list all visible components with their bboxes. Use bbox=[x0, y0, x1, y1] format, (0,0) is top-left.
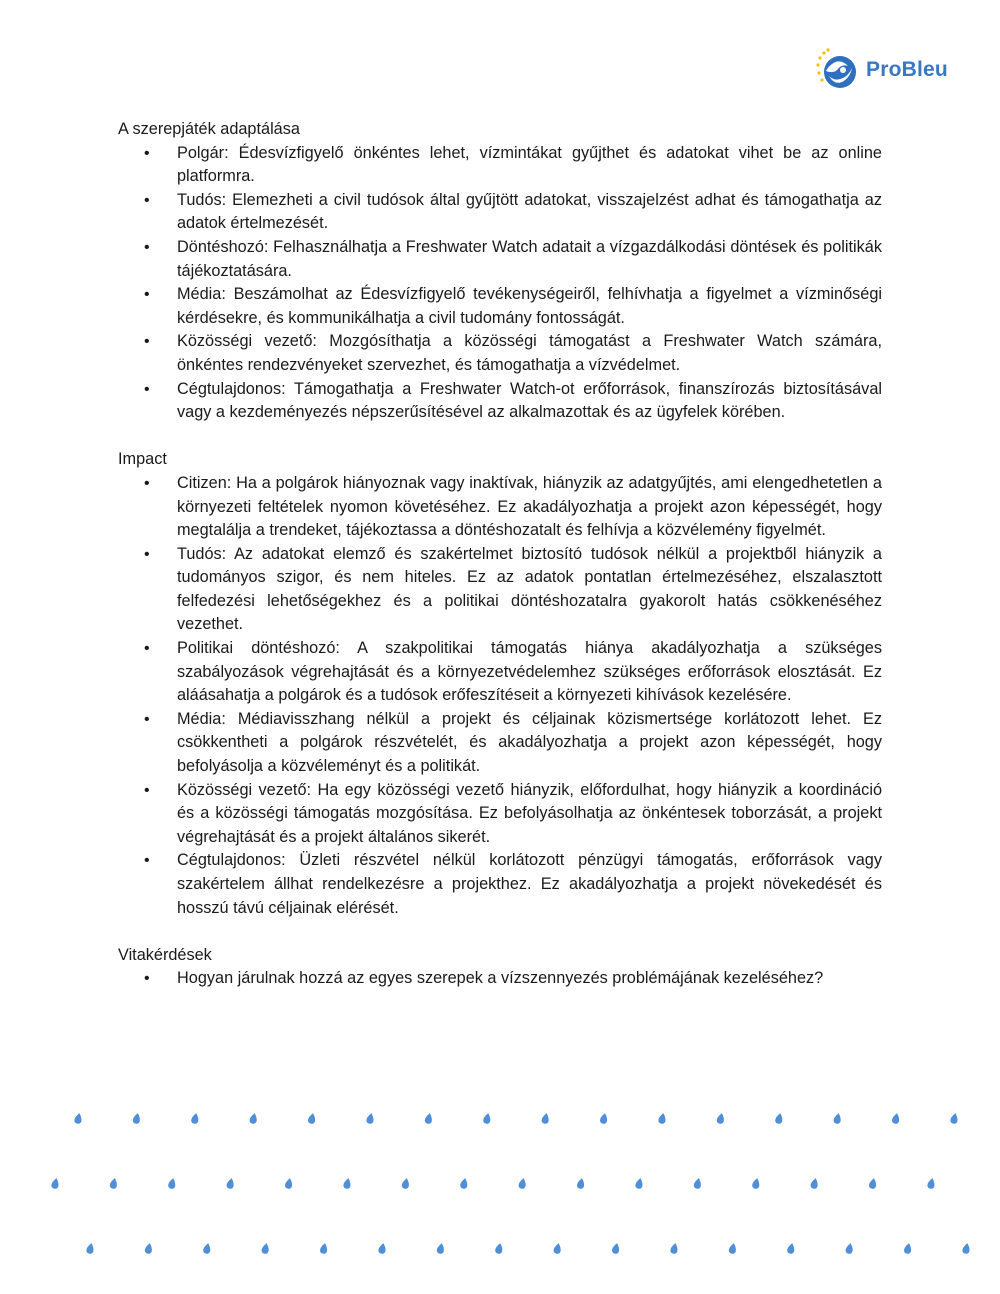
bullet-icon: • bbox=[144, 144, 150, 162]
bullet-icon: • bbox=[144, 640, 150, 658]
water-drop-icon bbox=[635, 1177, 644, 1189]
water-drop-icon bbox=[658, 1112, 667, 1124]
bullet-icon: • bbox=[144, 474, 150, 492]
list-item-text: Tudós: Az adatokat elemző és szakértelmet biztosító tudósok nélkül a projektből hiányzik a tudományos szigor, és nem hiteles. Ez az adatok pontatlan értelmezéséhez, elszalasztott felfedezési lehetőségekhez és a politikai döntéshozatalra gyakorolt hatás csökkenéséhez vezethet. bbox=[177, 544, 882, 634]
list-item bbox=[118, 708, 882, 779]
document-body bbox=[118, 118, 882, 1015]
list-item bbox=[118, 779, 882, 850]
bullet-icon: • bbox=[144, 380, 150, 398]
list-item bbox=[118, 378, 882, 425]
bullet-list bbox=[118, 472, 882, 920]
list-item bbox=[118, 330, 882, 377]
water-drop-icon bbox=[307, 1112, 316, 1124]
water-drop-icon bbox=[775, 1112, 784, 1124]
water-drop-icon bbox=[74, 1112, 83, 1124]
water-drop-icon bbox=[366, 1112, 375, 1124]
water-drop-icon bbox=[203, 1242, 212, 1254]
list-item-text: Közösségi vezető: Ha egy közösségi vezető hiányzik, előfordulhat, hogy hiányzik a koordináció és a közösségi támogatás mozgósítása. Ez befolyásolhatja az önkéntesek toborzását, a projekt végrehajtását és a projekt általános sikerét. bbox=[177, 780, 882, 846]
water-drop-icon bbox=[670, 1242, 679, 1254]
water-drop-icon bbox=[787, 1242, 796, 1254]
list-item bbox=[118, 189, 882, 236]
water-drop-icon bbox=[168, 1177, 177, 1189]
bullet-list bbox=[118, 967, 882, 991]
probleu-logo-icon bbox=[814, 48, 860, 92]
bullet-icon: • bbox=[144, 852, 150, 870]
water-drop-icon bbox=[144, 1242, 153, 1254]
water-drop-icon bbox=[962, 1242, 971, 1254]
water-drop-icon bbox=[132, 1112, 141, 1124]
logo-text: ProBleu bbox=[866, 58, 948, 81]
water-drop-icon bbox=[845, 1242, 854, 1254]
water-drop-icon bbox=[868, 1177, 877, 1189]
section-title: Impact bbox=[118, 450, 167, 469]
list-item-text: Döntéshozó: Felhasználhatja a Freshwater Watch adatait a vízgazdálkodási döntések és politikák tájékoztatására. bbox=[177, 237, 882, 280]
water-drop-icon bbox=[833, 1112, 842, 1124]
water-drop-icon bbox=[483, 1112, 492, 1124]
list-item-text: Média: Médiavisszhang nélkül a projekt és céljainak közismertsége korlátozott lehet. Ez csökkentheti a polgárok részvételét, és akadályozhatja a projekt azon képességét, hogy befolyásolja a közvéleményt és a politikát. bbox=[177, 709, 882, 776]
list-item-text: Tudós: Elemezheti a civil tudósok által gyűjtött adatokat, visszajelzést adhat és támogathatja az adatok értelmezését. bbox=[177, 190, 882, 233]
water-drop-icon bbox=[576, 1177, 585, 1189]
water-drop-icon bbox=[284, 1177, 293, 1189]
list-item-text: Média: Beszámolhat az Édesvízfigyelő tevékenységeiről, felhívhatja a figyelmet a vízminőségi kérdésekre, és kommunikálhatja a civil tudomány fontosságát. bbox=[177, 285, 882, 327]
water-drop-icon bbox=[518, 1177, 527, 1189]
bullet-icon: • bbox=[144, 545, 150, 563]
water-drop-icon bbox=[611, 1242, 620, 1254]
section-title: A szerepjáték adaptálása bbox=[118, 120, 300, 138]
bullet-list bbox=[118, 142, 882, 425]
water-drop-icon bbox=[752, 1177, 761, 1189]
water-drop-icon bbox=[319, 1242, 328, 1254]
water-drop-decoration bbox=[0, 1100, 1000, 1270]
bullet-icon: • bbox=[144, 333, 150, 351]
list-item-text: Politikai döntéshozó: A szakpolitikai támogatás hiánya akadályozhatja a szükséges szabályozások végrehajtását és a környezetvédelemhez szükséges erőforrások elosztását. Ez aláásahatja a polgárok és a tudósok erőfeszítéseit a környezeti kihívások kezelésére. bbox=[177, 639, 882, 705]
water-drop-icon bbox=[950, 1112, 959, 1124]
list-item bbox=[118, 637, 882, 708]
water-drop-icon bbox=[51, 1177, 60, 1189]
list-item-text: Cégtulajdonos: Üzleti részvétel nélkül korlátozott pénzügyi támogatás, erőforrások vagy szakértelem állhat rendelkezésre a projekthez. Ez akadályozhatja a projekt növekedését és hosszú távú céljainak elérését. bbox=[177, 851, 882, 917]
water-drop-icon bbox=[716, 1112, 725, 1124]
section bbox=[118, 448, 882, 920]
water-drop-icon bbox=[401, 1177, 410, 1189]
list-item-text: Polgár: Édesvízfigyelő önkéntes lehet, vízmintákat gyűjthet és adatokat vihet be az online platformra. bbox=[177, 143, 882, 186]
water-drop-icon bbox=[927, 1177, 936, 1189]
water-drop-icon bbox=[495, 1242, 504, 1254]
section bbox=[118, 118, 882, 425]
bullet-icon: • bbox=[144, 238, 150, 256]
bullet-icon: • bbox=[144, 191, 150, 209]
list-item bbox=[118, 472, 882, 543]
section-title: Vitakérdések bbox=[118, 945, 212, 964]
bullet-icon: • bbox=[144, 781, 150, 799]
bullet-icon: • bbox=[144, 710, 150, 728]
water-drop-icon bbox=[891, 1112, 900, 1124]
probleu-logo bbox=[814, 46, 964, 94]
water-drop-icon bbox=[86, 1242, 95, 1254]
water-drop-icon bbox=[541, 1112, 550, 1124]
list-item-text: Hogyan járulnak hozzá az egyes szerepek a vízszennyezés problémájának kezeléséhez? bbox=[177, 969, 824, 988]
water-drop-icon bbox=[903, 1242, 912, 1254]
water-drop-icon bbox=[728, 1242, 737, 1254]
water-drop-icon bbox=[424, 1112, 433, 1124]
list-item bbox=[118, 967, 882, 991]
bullet-icon: • bbox=[144, 970, 150, 988]
water-drop-icon bbox=[599, 1112, 608, 1124]
water-drop-icon bbox=[553, 1242, 562, 1254]
water-drop-icon bbox=[261, 1242, 270, 1254]
list-item bbox=[118, 543, 882, 637]
water-drop-icon bbox=[191, 1112, 200, 1124]
section bbox=[118, 944, 882, 991]
list-item bbox=[118, 283, 882, 330]
bullet-icon: • bbox=[144, 286, 150, 304]
water-drop-icon bbox=[109, 1177, 118, 1189]
water-drop-icon bbox=[810, 1177, 819, 1189]
water-drop-icon bbox=[378, 1242, 387, 1254]
list-item bbox=[118, 236, 882, 283]
list-item bbox=[118, 849, 882, 920]
water-drop-icon bbox=[226, 1177, 235, 1189]
list-item bbox=[118, 142, 882, 189]
water-drop-icon bbox=[249, 1112, 258, 1124]
list-item-text: Citizen: Ha a polgárok hiányoznak vagy inaktívak, hiányzik az adatgyűjtés, ami elengedhetetlen a környezeti feltételek nyomon követéséhez. Ez akadályozhatja a projekt azon képességét, hogy megtalálja a trendeket, tájékoztassa a döntéshozatalt és felhívja a közvélemény figyelmét. bbox=[177, 473, 882, 540]
water-drop-icon bbox=[436, 1242, 445, 1254]
water-drop-icon bbox=[693, 1177, 702, 1189]
list-item-text: Cégtulajdonos: Támogathatja a Freshwater Watch-ot erőforrások, finanszírozás biztosításával vagy a kezdeményezés népszerűsítésével az alkalmazottak és az ügyfelek körében. bbox=[177, 379, 882, 422]
water-drop-icon bbox=[343, 1177, 352, 1189]
list-item-text: Közösségi vezető: Mozgósíthatja a közösségi támogatást a Freshwater Watch számára, önkéntes rendezvényeket szervezhet, és támogathatja a vízvédelmet. bbox=[177, 332, 882, 374]
water-drop-icon bbox=[460, 1177, 469, 1189]
